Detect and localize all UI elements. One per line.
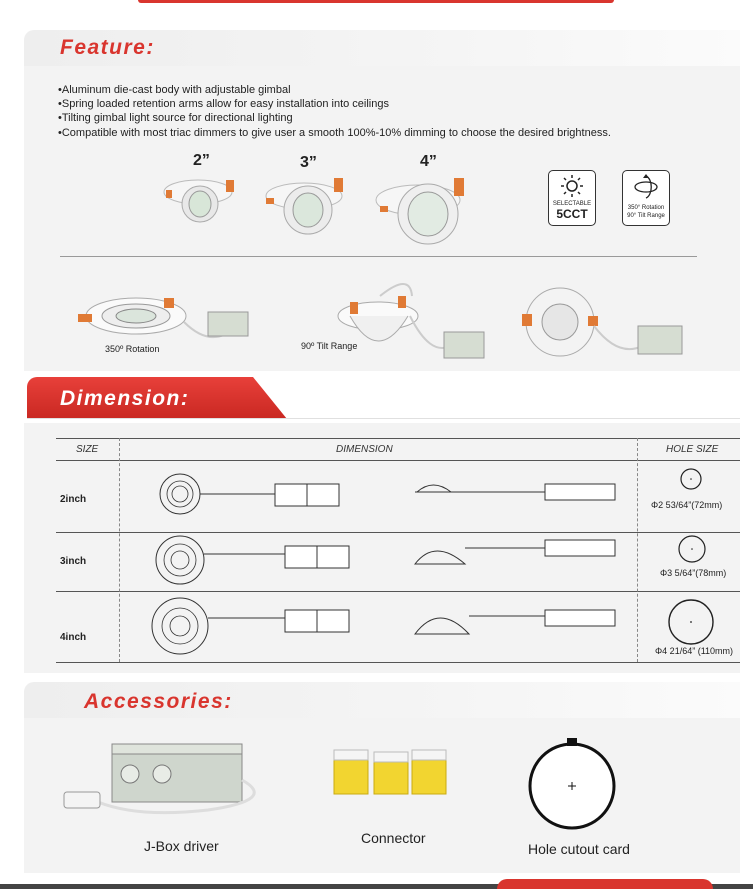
bottom-accent-tab <box>497 879 713 889</box>
row-hole-size: Φ4 21/64” (110mm) <box>655 646 734 656</box>
top-accent-bar <box>138 0 614 3</box>
row-hole-size: Φ2 53/64”(72mm) <box>651 500 723 510</box>
accessories-title: Accessories: <box>84 690 233 713</box>
size-label-4: 4” <box>420 153 437 170</box>
badge-rotation-line1: 350° Rotation <box>627 205 665 211</box>
connector-image <box>332 748 450 796</box>
table-header-size: SIZE <box>76 444 99 455</box>
table-header-hole: HOLE SIZE <box>666 444 719 455</box>
feature-bullet: • Compatible with most triac dimmers to give user a smooth 100%-10% dimming to choose the desired brightness. <box>58 126 611 140</box>
row-size-label: 3inch <box>60 556 87 567</box>
dimension-title: Dimension: <box>60 387 190 410</box>
row-hole-size: Φ3 5/64”(78mm) <box>660 568 727 578</box>
badge-rotation-line2: 90° Tilt Range <box>627 213 665 219</box>
dimension-drawing-4inch <box>135 596 625 660</box>
row-size-label: 2inch <box>60 494 87 505</box>
table-bottom-rule <box>56 662 740 663</box>
rotation-demo-image <box>76 284 256 354</box>
hole-cutout-card-image <box>524 734 620 830</box>
feature-bullet: • Aluminum die-cast body with adjustable gimbal <box>58 83 611 97</box>
accessory-caption: Connector <box>361 830 426 846</box>
gimbal-light-3inch-image <box>262 172 348 238</box>
dimension-drawing-2inch <box>135 470 625 526</box>
feature-bullet: • Spring loaded retention arms allow for easy installation into ceilings <box>58 97 611 111</box>
rotation-caption: 350º Rotation <box>105 344 160 354</box>
gimbal-light-2inch-image <box>160 170 240 226</box>
hole-circle-4inch <box>667 598 715 646</box>
gimbal-light-4inch-image <box>372 172 472 248</box>
hole-circle-2inch <box>680 468 702 490</box>
dimension-header-line <box>27 418 740 419</box>
table-col-divider <box>637 438 638 662</box>
dimension-drawing-3inch <box>135 534 625 590</box>
table-col-divider <box>119 438 120 662</box>
sun-icon <box>560 174 584 198</box>
size-label-2: 2” <box>193 152 210 169</box>
accessory-caption: Hole cutout card <box>528 841 630 857</box>
accessory-caption: J-Box driver <box>144 838 219 854</box>
rotation-icon <box>633 173 659 201</box>
row-size-label: 4inch <box>60 632 87 643</box>
badge-cct-small-text: SELECTABLE <box>552 201 592 207</box>
badge-cct-big-text: 5CCT <box>556 207 588 221</box>
jbox-driver-image <box>58 740 278 820</box>
feature-bullet: • Tilting gimbal light source for directional lighting <box>58 111 611 125</box>
back-view-image <box>520 286 690 358</box>
selectable-cct-badge <box>548 170 596 226</box>
hole-circle-3inch <box>677 534 707 564</box>
rotation-badge <box>622 170 670 226</box>
tilt-caption: 90º Tilt Range <box>301 341 358 351</box>
size-label-3: 3” <box>300 154 317 171</box>
feature-divider <box>60 256 697 257</box>
feature-title: Feature: <box>60 36 155 59</box>
table-header-dimension: DIMENSION <box>336 444 393 455</box>
feature-bullet-list <box>58 83 611 140</box>
